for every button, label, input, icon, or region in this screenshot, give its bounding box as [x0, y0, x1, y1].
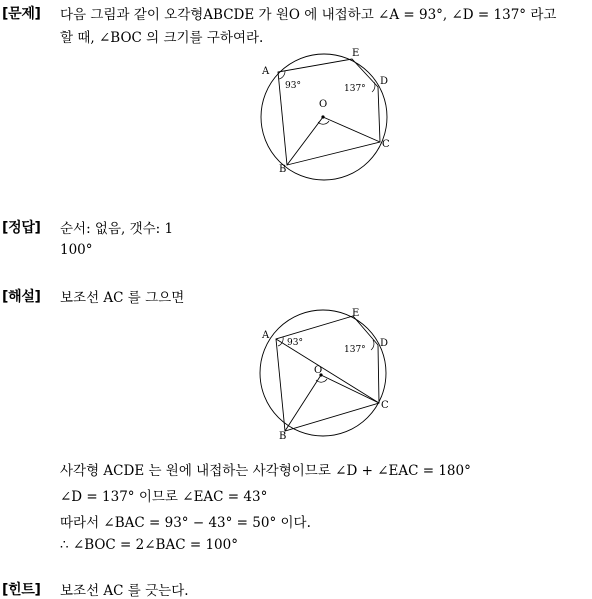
angle-label-a: 93°: [285, 81, 301, 91]
label-d: D: [380, 338, 389, 349]
angle-label-d: 137°: [344, 84, 366, 94]
answer-line-2: 100°: [60, 242, 93, 258]
solution-line-2: ∠D = 137° 이므로 ∠EAC = 43°: [60, 489, 268, 505]
answer-line-1: 순서: 없음, 갯수: 1: [60, 221, 174, 237]
label-b: B: [279, 431, 287, 442]
label-o: O: [319, 99, 328, 110]
solution-line-3: 따라서 ∠BAC = 93° − 43° = 50° 이다.: [60, 515, 311, 531]
pentagon-abcde: [276, 316, 379, 431]
angle-arc-d: [372, 82, 375, 92]
label-a: A: [262, 66, 270, 77]
label-o: O: [314, 365, 323, 376]
label-e: E: [352, 308, 360, 319]
hint-line: 보조선 AC 를 긋는다.: [60, 583, 189, 599]
solution-line-4: ∴ ∠BOC = 2∠BAC = 100°: [60, 537, 238, 553]
label-b: B: [279, 164, 287, 175]
solution-tag: [해설]: [2, 289, 41, 305]
label-c: C: [382, 139, 390, 150]
segment-ob: [285, 375, 321, 431]
solution-intro: 보조선 AC 를 그으면: [60, 290, 185, 306]
problem-tag: [문제]: [2, 6, 41, 22]
angle-label-d: 137°: [344, 345, 366, 355]
label-e: E: [352, 48, 360, 59]
pentagon-abcde: [278, 59, 380, 165]
hint-tag: [힌트]: [2, 582, 41, 598]
label-a: A: [262, 330, 270, 341]
solution-line-1: 사각형 ACDE 는 원에 내접하는 사각형이므로 ∠D + ∠EAC = 180°: [60, 463, 471, 479]
label-c: C: [381, 400, 389, 411]
problem-line-1: 다음 그림과 같이 오각형ABCDE 가 원O 에 내접하고 ∠A = 93°, ∠D = 137° 라고: [60, 7, 557, 23]
problem-line-2: 할 때, ∠BOC 의 크기를 구하여라.: [60, 30, 264, 46]
pentagon-figure-1: [252, 44, 402, 184]
angle-label-a: 93°: [287, 338, 303, 348]
angle-arc-d: [371, 340, 374, 350]
label-d: D: [380, 76, 389, 87]
pentagon-figure-2: [252, 307, 402, 447]
answer-tag: [정답]: [2, 220, 41, 236]
segment-oc: [321, 375, 379, 403]
center-dot: [321, 115, 324, 118]
segment-oc: [323, 117, 380, 142]
